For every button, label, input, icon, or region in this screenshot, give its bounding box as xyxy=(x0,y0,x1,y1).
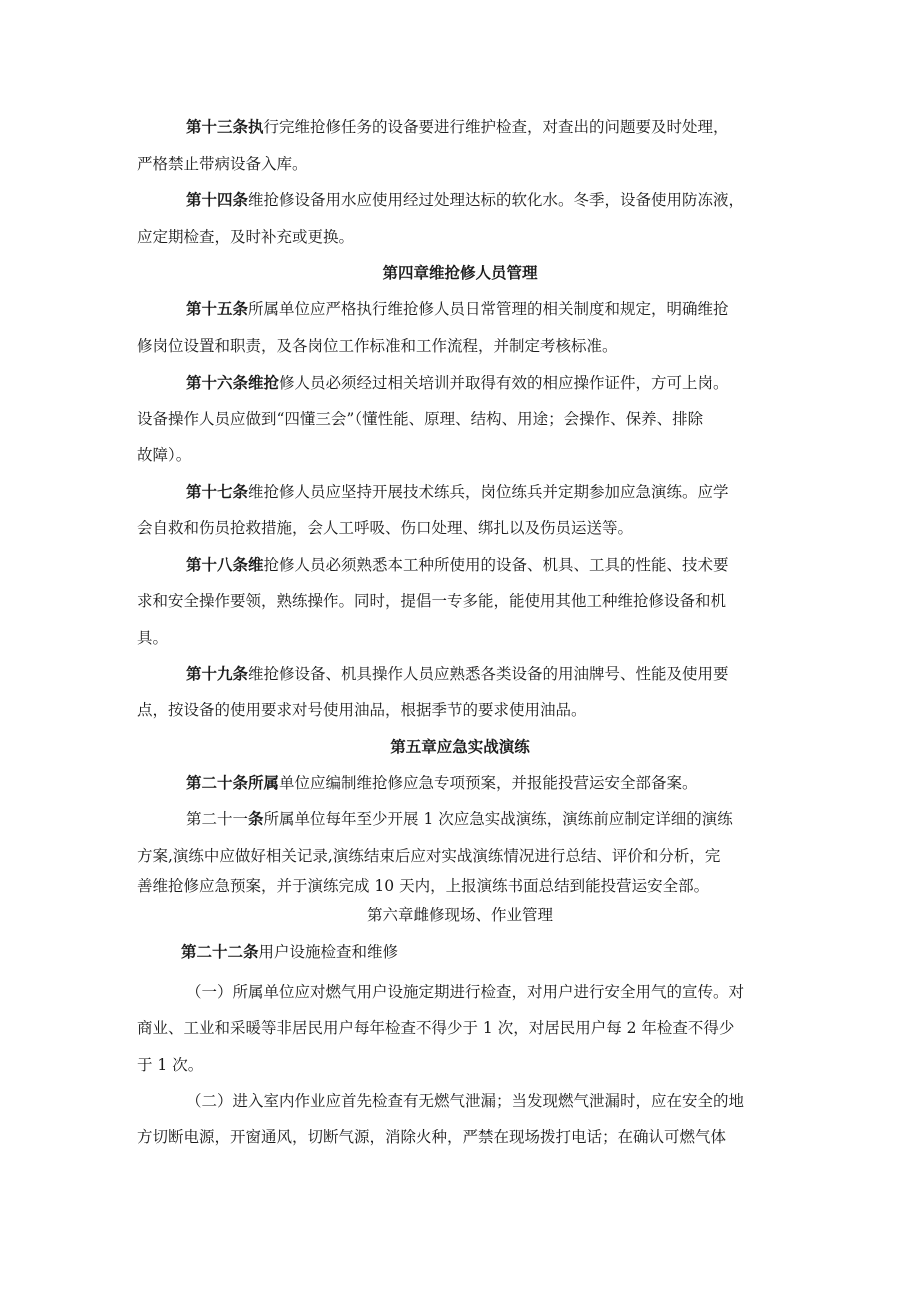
article-17-text: 维抢修人员应坚持开展技术练兵，岗位练兵并定期参加应急演练。应学 xyxy=(248,483,729,501)
article-13-line-2: 严格禁止带病设备入库。 xyxy=(137,155,308,173)
article-14-line-2: 应定期检查，及时补充或更换。 xyxy=(137,228,355,246)
article-18-line-1 xyxy=(186,554,797,576)
article-15-line-1 xyxy=(186,298,797,320)
item-1-line-3: 于 1 次。 xyxy=(137,1056,204,1074)
chapter-6-heading: 第六章雌修现场、作业管理 xyxy=(366,906,553,924)
article-17-label: 第十七条 xyxy=(186,482,249,501)
article-19-line-1 xyxy=(186,663,797,685)
article-22-line-1 xyxy=(181,941,792,963)
article-16-line-1 xyxy=(186,372,797,394)
article-16-text: 修人员必须经过相关培训并取得有效的相应操作证件，方可上岗。 xyxy=(279,374,729,392)
article-20-text: 单位应编制维抢修应急专项预案，并报能投营运安全部备案。 xyxy=(279,774,698,792)
article-15-label: 第十五条 xyxy=(186,299,249,318)
item-1-line-1: （一）所属单位应对燃气用户设施定期进行检查，对用户进行安全用气的宣传。对 xyxy=(186,983,745,1001)
article-17-line-2: 会自救和伤员抢救措施，会人工呼吸、伤口处理、绑扎以及伤员运送等。 xyxy=(137,519,634,537)
article-13-line-1 xyxy=(186,116,797,138)
article-21-line-3: 善维抢修应急预案，并于演练完成 10 天内，上报演练书面总结到能投营运安全部。 xyxy=(137,877,710,895)
article-21-line-2: 方案,演练中应做好相关记录,演练结束后应对实战演练情况进行总结、评价和分析，完 xyxy=(137,847,721,865)
item-2-line-1: （二）进入室内作业应首先检查有无燃气泄漏；当发现燃气泄漏时，应在安全的地 xyxy=(186,1092,745,1110)
article-14-line-1 xyxy=(186,189,797,211)
article-13-label: 第十三条执 xyxy=(186,117,264,136)
article-19-line-2: 点，按设备的使用要求对号使用油品，根据季节的要求使用油品。 xyxy=(137,701,587,719)
article-19-text: 维抢修设备、机具操作人员应熟悉各类设备的用油牌号、性能及使用要 xyxy=(248,665,729,683)
article-21-text: 所属单位每年至少开展 1 次应急实战演练，演练前应制定详细的演练 xyxy=(263,810,733,828)
article-21-label: 条 xyxy=(248,809,264,828)
article-15-text: 所属单位应严格执行维抢修人员日常管理的相关制度和规定，明确维抢 xyxy=(248,300,729,318)
article-21-line-1 xyxy=(186,808,797,830)
chapter-5-heading: 第五章应急实战演练 xyxy=(390,737,530,756)
article-15-line-2: 修岗位设置和职责，及各岗位工作标准和工作流程，并制定考核标准。 xyxy=(137,337,618,355)
article-18-line-2: 求和安全操作要领，熟练操作。同时，提倡一专多能，能使用其他工种维抢修设备和机 xyxy=(137,592,727,610)
article-21-prefix: 第二十一 xyxy=(186,810,249,828)
article-18-text: 抢修人员必须熟悉本工种所使用的设备、机具、工具的性能、技术要 xyxy=(263,556,729,574)
article-19-label: 第十九条 xyxy=(186,664,249,683)
article-20-label: 第二十条所属 xyxy=(186,773,280,792)
article-16-label: 第十六条维抢 xyxy=(186,373,280,392)
item-1-line-2: 商业、工业和采暖等非居民用户每年检查不得少于 1 次，对居民用户每 2 年检查不得少 xyxy=(137,1019,735,1037)
article-18-label: 第十八条维 xyxy=(186,555,264,574)
article-17-line-1 xyxy=(186,481,797,503)
item-2-line-2: 方切断电源，开窗通风，切断气源，消除火种，严禁在现场拨打电话；在确认可燃气体 xyxy=(137,1128,727,1146)
article-13-text: 行完维抢修任务的设备要进行维护检查，对查出的问题要及时处理， xyxy=(263,118,729,136)
article-14-text: 维抢修设备用水应使用经过处理达标的软化水。冬季，设备使用防冻液， xyxy=(248,191,745,209)
article-16-line-3: 故障）。 xyxy=(137,446,192,464)
article-16-line-2: 设备操作人员应做到“四懂三会”（懂性能、原理、结构、用途；会操作、保养、排除 xyxy=(137,410,704,428)
article-22-text: 用户设施检查和维修 xyxy=(258,943,399,961)
article-20-line-1 xyxy=(186,772,797,794)
article-14-label: 第十四条 xyxy=(186,190,249,209)
chapter-4-heading: 第四章维抢修人员管理 xyxy=(382,263,538,282)
article-22-label: 第二十二条 xyxy=(181,942,259,961)
article-18-line-3: 具。 xyxy=(137,629,169,647)
